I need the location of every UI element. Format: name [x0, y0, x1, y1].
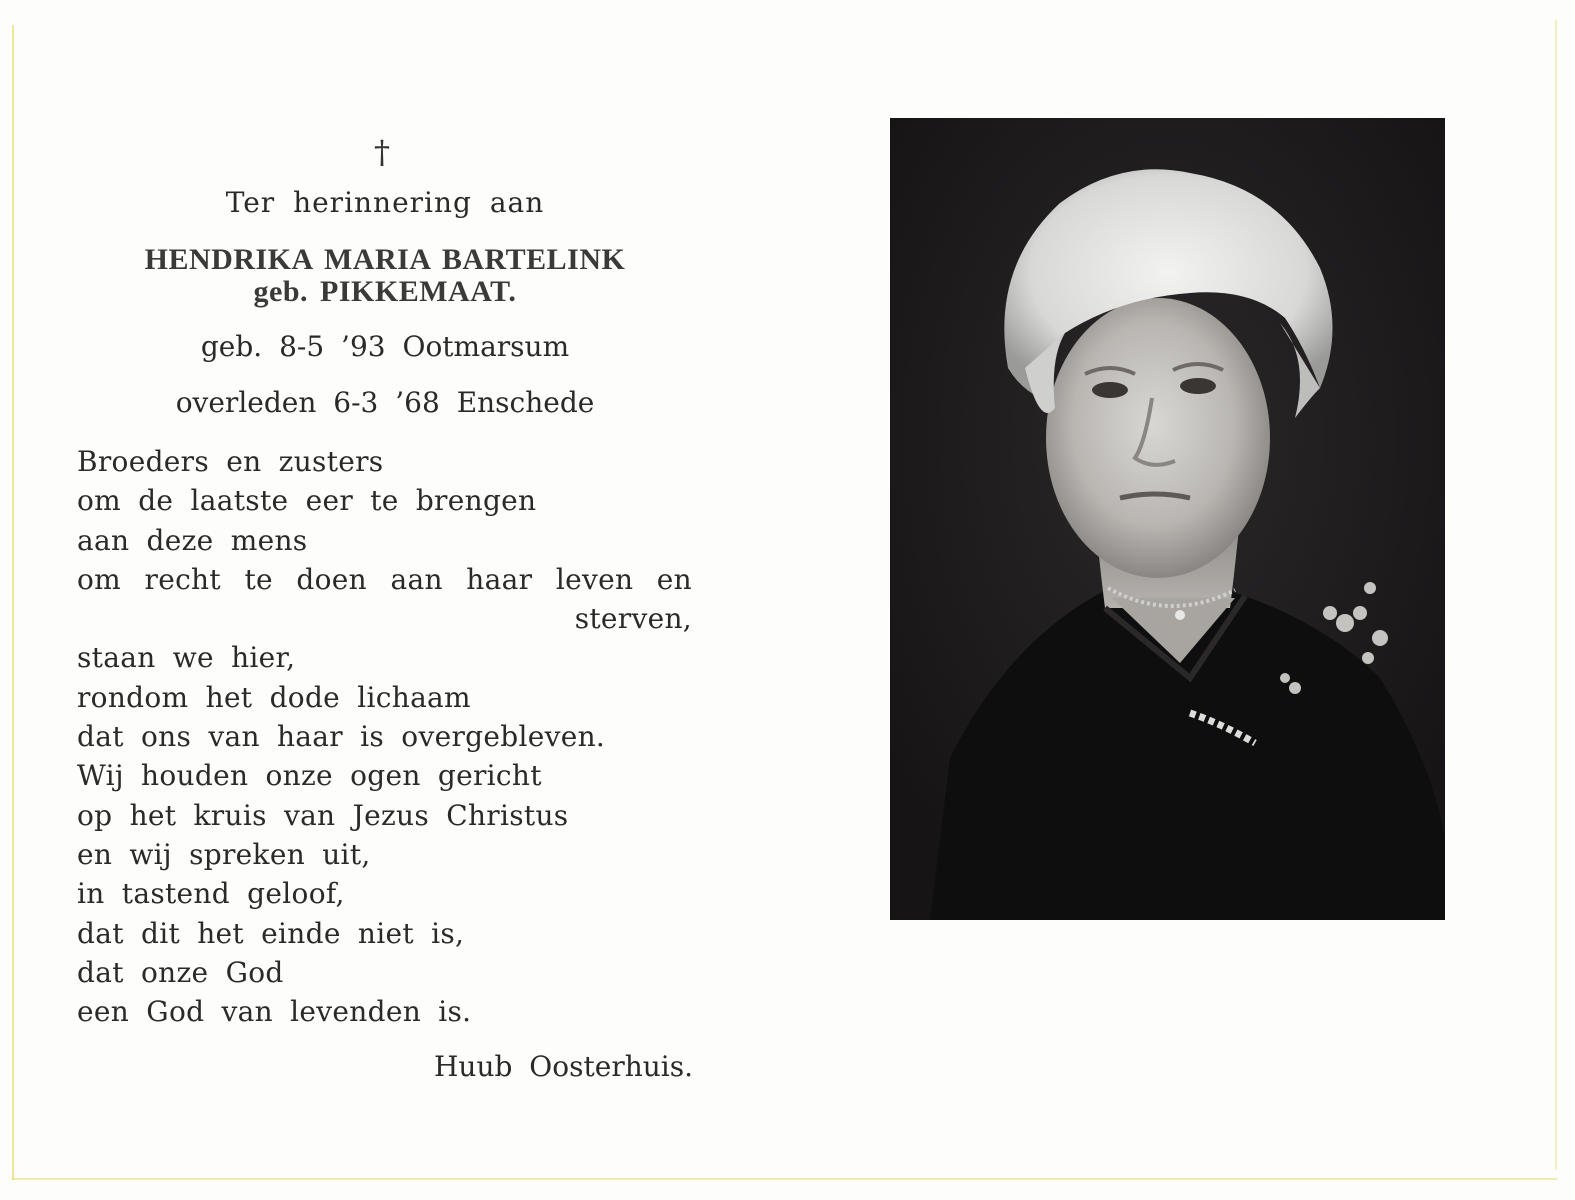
- poem-line: aan deze mens: [77, 523, 308, 557]
- poem-line: een God van levenden is.: [77, 995, 472, 1029]
- poem-line: staan we hier,: [77, 641, 296, 675]
- poem-line: sterven,: [574, 602, 692, 636]
- poem-line: om de laatste eer te brengen: [77, 484, 537, 518]
- name-line-1: HENDRIKA MARIA BARTELINK: [144, 243, 626, 276]
- poem-line: Broeders en zusters: [77, 445, 384, 478]
- poem-line: op het kruis van Jezus Christus: [77, 798, 569, 832]
- intro-text: Ter herinnering aan: [225, 186, 545, 219]
- cross-icon: †: [374, 133, 390, 171]
- poem-line: in tastend geloof,: [77, 877, 345, 911]
- portrait-photo: [890, 118, 1445, 920]
- deceased-name: [60, 244, 710, 308]
- death-info: overleden 6-3 ’68 Enschede: [175, 386, 595, 419]
- poem-line: om recht te doen aan haar leven en: [77, 562, 692, 596]
- birth-info: geb. 8-5 ’93 Ootmarsum: [200, 330, 570, 363]
- portrait-image: [890, 118, 1445, 920]
- card-edge-right: [1555, 20, 1557, 1170]
- poem-line: dat ons van haar is overgebleven.: [77, 720, 606, 754]
- poem-line: en wij spreken uit,: [77, 837, 371, 871]
- poem-line: dat dit het einde niet is,: [77, 916, 465, 950]
- poem-line: rondom het dode lichaam: [77, 680, 471, 714]
- poem-line: Wij houden onze ogen gericht: [77, 759, 542, 793]
- poem: [77, 442, 692, 1031]
- name-line-2: geb. PIKKEMAAT.: [253, 275, 517, 308]
- poem-line: dat onze God: [77, 955, 284, 989]
- poem-author: Huub Oosterhuis.: [434, 1050, 693, 1083]
